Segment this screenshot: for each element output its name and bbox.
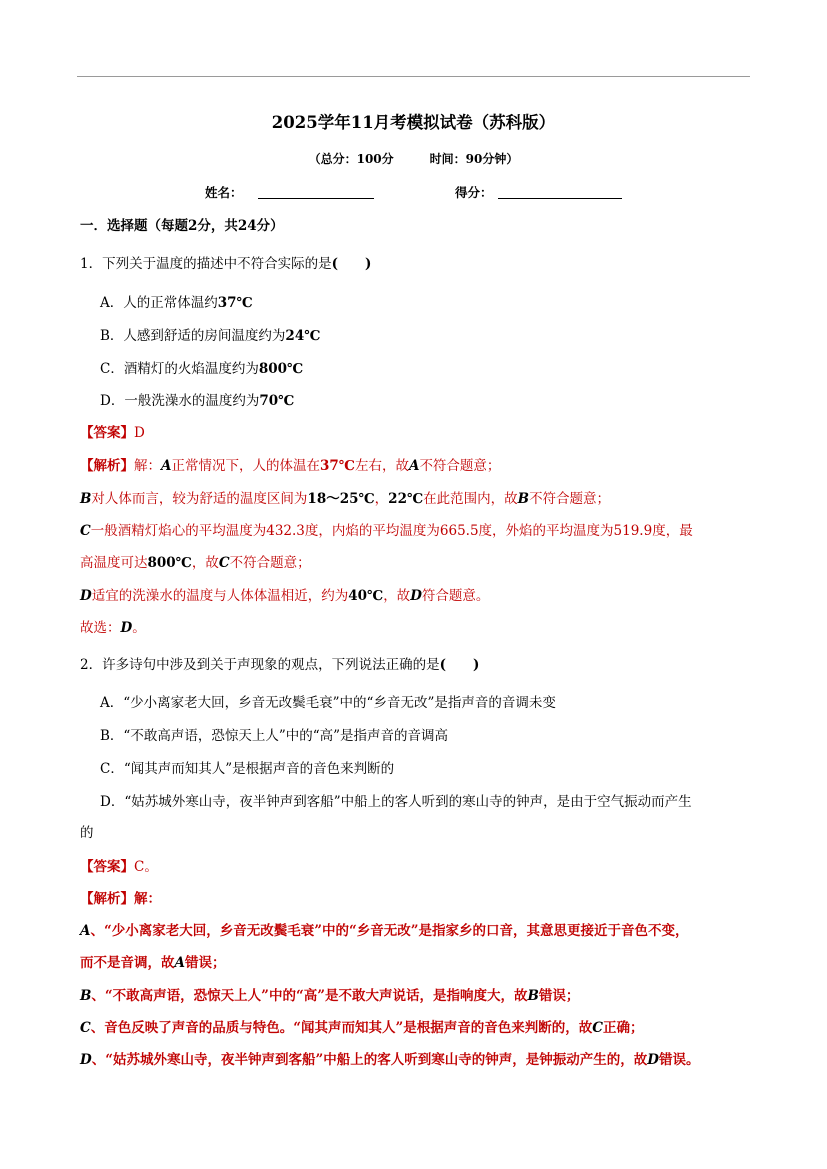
analysis-text: 一般酒精灯焰心的平均温度为432.3度，内焰的平均温度为665.5度，外焰的平均温度为519.9度，最 bbox=[90, 523, 693, 539]
q1-analysis-c-cont bbox=[80, 551, 311, 571]
option-letter: B bbox=[80, 491, 92, 507]
q2-analysis-a bbox=[80, 919, 689, 939]
option-value: 24℃ bbox=[285, 328, 321, 344]
q1-option-a bbox=[100, 291, 253, 311]
q2-analysis-c bbox=[80, 1016, 644, 1036]
q1-analysis-c bbox=[80, 519, 693, 539]
name-label: 姓名： bbox=[205, 185, 243, 200]
analysis-text: 故选： bbox=[80, 620, 121, 636]
page-title: 2025学年11月考模拟试卷（苏科版） bbox=[271, 113, 556, 132]
option-text: D．一般洗澡水的温度约为 bbox=[100, 393, 260, 409]
q1-option-b bbox=[100, 324, 320, 344]
answer-tag: 【答案】 bbox=[80, 859, 134, 875]
analysis-text: 、“少小离家老大回，乡音无改鬓毛衰”中的“乡音无改”是指家乡的口音，其意思更接近于音色不变， bbox=[90, 923, 689, 939]
analysis-text: 在此范围内，故 bbox=[423, 491, 518, 507]
q1-analysis-a bbox=[80, 454, 500, 474]
option-value: 70℃ bbox=[259, 393, 295, 409]
option-letter: C bbox=[80, 1020, 91, 1036]
answer-value: C。 bbox=[134, 859, 158, 875]
analysis-text: ， bbox=[374, 491, 389, 507]
temperature-value: 800℃ bbox=[147, 555, 192, 571]
analysis-text: 而不是音调，故 bbox=[80, 955, 175, 971]
score-label: 得分： bbox=[455, 185, 493, 200]
analysis-tag: 【解析】 bbox=[80, 891, 134, 907]
answer-value: D bbox=[134, 425, 145, 441]
analysis-tag: 【解析】 bbox=[80, 458, 134, 474]
q2-option-a: A．“少小离家老大回，乡音无改鬓毛衰”中的“乡音无改”是指声音的音调未变 bbox=[100, 695, 556, 711]
analysis-text: ，故 bbox=[191, 555, 219, 571]
option-letter: D bbox=[647, 1052, 659, 1068]
analysis-text: 、“不敢高声语，恐惊天上人”中的“高”是不敢大声说话，是指响度大，故 bbox=[91, 988, 528, 1004]
temperature-value: 40℃ bbox=[348, 588, 384, 604]
q1-analysis-d bbox=[80, 584, 489, 604]
analysis-text: 高温度可达 bbox=[80, 555, 148, 571]
option-value: 37℃ bbox=[217, 295, 253, 311]
q2-analysis-header bbox=[80, 887, 161, 907]
analysis-text: 适宜的洗澡水的温度与人体体温相近，约为 bbox=[91, 588, 349, 604]
q2-option-c: C．“闻其声而知其人”是根据声音的音色来判断的 bbox=[100, 761, 395, 777]
analysis-text: 不符合题意； bbox=[419, 458, 501, 474]
name-field[interactable] bbox=[258, 198, 374, 199]
q2-analysis-a-cont bbox=[80, 951, 225, 971]
temperature-value: 22℃ bbox=[388, 491, 424, 507]
analysis-text: 错误。 bbox=[658, 1052, 700, 1068]
option-text: A．人的正常体温约 bbox=[100, 295, 218, 311]
analysis-text: 正常情况下，人的体温在 bbox=[171, 458, 320, 474]
option-letter: B bbox=[80, 988, 92, 1004]
analysis-text: 、“姑苏城外寒山寺，夜半钟声到客船”中船上的客人听到寒山寺的钟声，是钟振动产生的，故 bbox=[91, 1052, 648, 1068]
analysis-text: 、音色反映了声音的品质与特色。“闻其声而知其人”是根据声音的音色来判断的，故 bbox=[90, 1020, 593, 1036]
option-letter: D bbox=[80, 588, 92, 604]
answer-blank: ( ) bbox=[439, 657, 480, 673]
analysis-text: 。 bbox=[132, 620, 146, 636]
q1-stem-text: 1．下列关于温度的描述中不符合实际的是 bbox=[80, 256, 332, 272]
option-text: C．酒精灯的火焰温度约为 bbox=[100, 361, 259, 377]
exam-info bbox=[0, 150, 827, 167]
question-2-stem bbox=[80, 653, 479, 673]
option-letter: C bbox=[80, 523, 91, 539]
q2-option-d-cont: 的 bbox=[80, 825, 94, 841]
question-1-stem bbox=[80, 252, 371, 272]
option-letter: A bbox=[161, 458, 172, 474]
analysis-text: 错误； bbox=[184, 955, 226, 971]
option-value: 800℃ bbox=[258, 361, 304, 377]
q1-option-c bbox=[100, 357, 303, 377]
q2-option-d: D．“姑苏城外寒山寺，夜半钟声到客船”中船上的客人听到的寒山寺的钟声，是由于空气振动而产生 bbox=[100, 794, 692, 810]
analysis-text: 对人体而言，较为舒适的温度区间为 bbox=[91, 491, 308, 507]
option-letter: A bbox=[80, 923, 91, 939]
total-score: （总分：100分 bbox=[308, 152, 394, 166]
answer-tag: 【答案】 bbox=[80, 425, 134, 441]
answer-blank: ( ) bbox=[331, 256, 372, 272]
option-letter: A bbox=[174, 955, 185, 971]
q2-analysis-d bbox=[80, 1048, 699, 1068]
q1-analysis-b bbox=[80, 487, 610, 507]
header-rule bbox=[77, 76, 750, 77]
option-letter: C bbox=[592, 1020, 604, 1036]
analysis-intro: 解： bbox=[134, 891, 161, 907]
analysis-text: ，故 bbox=[383, 588, 411, 604]
q2-option-b: B．“不敢高声语，恐惊天上人”中的“高”是指声音的音调高 bbox=[100, 728, 449, 744]
analysis-text: 错误； bbox=[538, 988, 580, 1004]
option-letter: A bbox=[408, 458, 420, 474]
q2-stem-text: 2．许多诗句中涉及到关于声现象的观点，下列说法正确的是 bbox=[80, 657, 440, 673]
q1-answer bbox=[80, 421, 145, 441]
time-limit: 时间：90分钟） bbox=[429, 152, 519, 166]
option-letter: D bbox=[120, 620, 133, 636]
option-letter: C bbox=[218, 555, 230, 571]
option-text: B．人感到舒适的房间温度约为 bbox=[100, 328, 286, 344]
analysis-text: 不符合题意； bbox=[229, 555, 311, 571]
temperature-value: 37℃ bbox=[319, 458, 355, 474]
analysis-text: 不符合题意； bbox=[529, 491, 611, 507]
analysis-intro: 解： bbox=[134, 458, 161, 474]
q1-option-d bbox=[100, 389, 294, 409]
option-letter: B bbox=[527, 988, 539, 1004]
temperature-range: 18～25℃ bbox=[307, 491, 375, 507]
option-letter: D bbox=[410, 588, 422, 604]
q2-analysis-b bbox=[80, 984, 579, 1004]
score-field[interactable] bbox=[498, 198, 622, 199]
option-letter: B bbox=[517, 491, 530, 507]
analysis-text: 符合题意。 bbox=[421, 588, 490, 604]
analysis-text: 正确； bbox=[603, 1020, 644, 1036]
analysis-text: 左右，故 bbox=[354, 458, 409, 474]
q2-answer bbox=[80, 855, 158, 875]
section-title: 一．选择题（每题2分，共24分） bbox=[80, 218, 284, 234]
option-letter: D bbox=[80, 1052, 92, 1068]
q1-conclusion bbox=[80, 616, 146, 636]
